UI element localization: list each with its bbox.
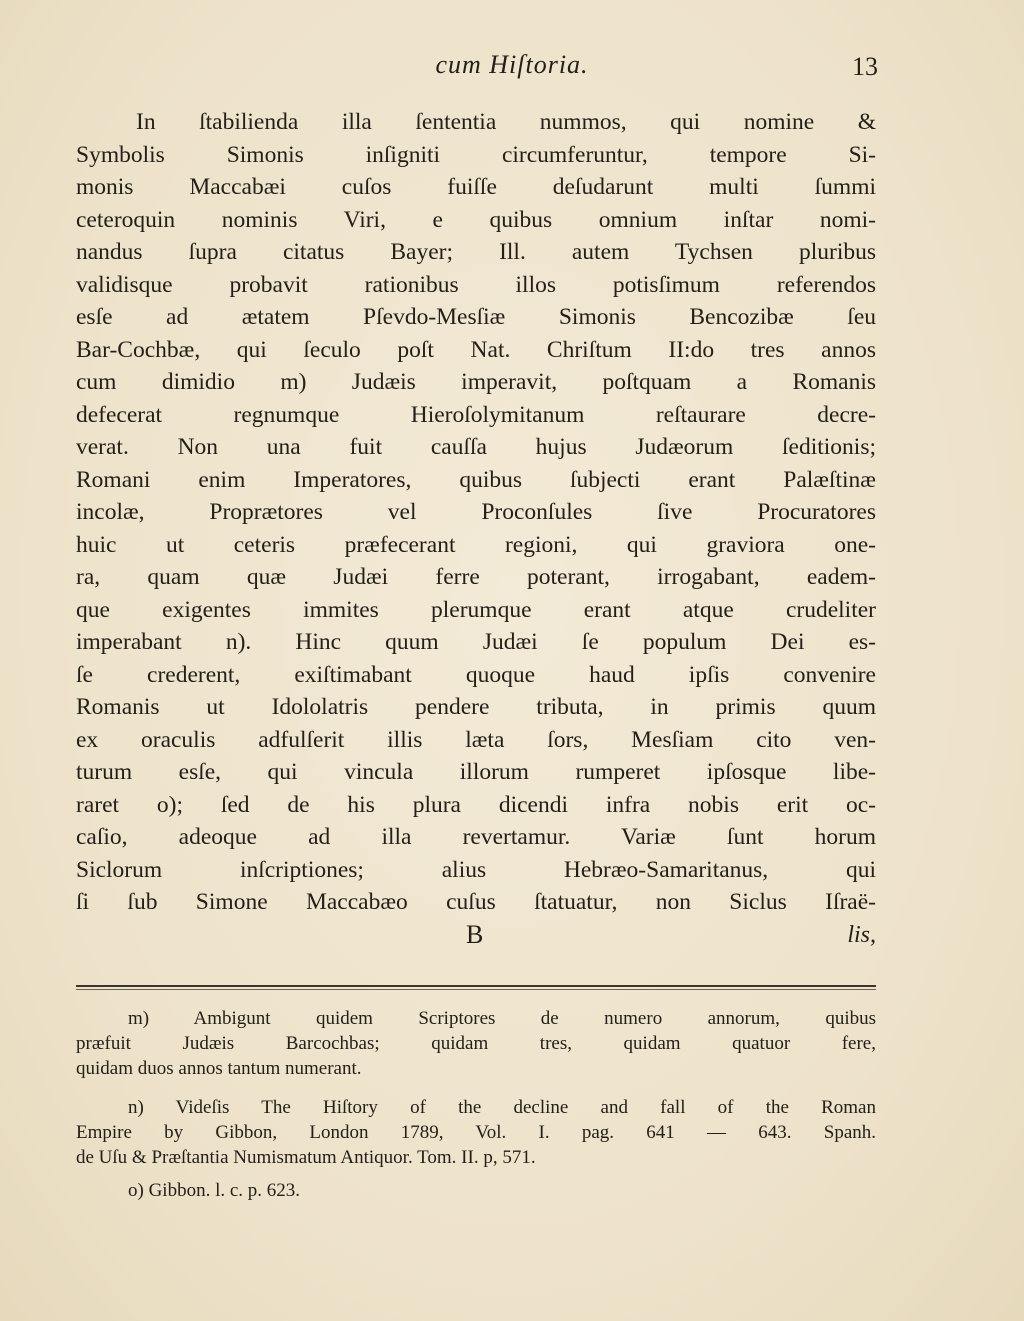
text-line: monis Maccabæi cuſos fuiſſe deſudarunt multi ſummi xyxy=(76,174,876,200)
footnote-m-line: quidam duos annos tantum numerant. xyxy=(76,1058,362,1079)
footnote-m-line: m) Ambigunt quidem Scriptores de numero annorum, quibus xyxy=(128,1008,876,1029)
text-line: incolæ, Proprætores vel Proconſules ſive Procuratores xyxy=(76,499,876,525)
text-line: Symbolis Simonis inſigniti circumferuntur, tempore Si- xyxy=(76,141,876,168)
running-title: cum Hiſtoria. xyxy=(435,50,589,79)
text-line: caſio, adeoque ad illa revertamur. Variæ ſunt horum xyxy=(76,824,876,850)
text-line: ra, quam quæ Judæi ferre poterant, irrogabant, eadem- xyxy=(76,564,876,590)
catchword: lis, xyxy=(847,921,876,948)
footnote-rule xyxy=(76,985,876,990)
footnotes-block xyxy=(76,1006,876,1203)
text-line: raret o); ſed de his plura dicendi infra nobis erit oc- xyxy=(76,791,876,818)
text-line: Romani enim Imperatores, quibus ſubjecti erant Palæſtinæ xyxy=(76,466,876,493)
text-line: defecerat regnumque Hieroſolymitanum reſtaurare decre- xyxy=(76,401,876,428)
text-line: ſe crederent, exiſtimabant quoque haud ipſis convenire xyxy=(76,661,876,688)
text-line: In ſtabilienda illa ſententia nummos, qui nomine & xyxy=(136,109,876,135)
text-line: ſi ſub Simone Maccabæo cuſus ſtatuatur, non Siclus Iſraë- xyxy=(76,889,876,915)
text-line: que exigentes immites plerumque erant atque crudeliter xyxy=(76,596,876,623)
footnote-n-line: n) Videſis The Hiſtory of the decline and fall of the Roman xyxy=(128,1097,876,1118)
text-line: ceteroquin nominis Viri, e quibus omnium inſtar nomi- xyxy=(76,206,876,233)
footnote-n-line: de Uſu & Præſtantia Numismatum Antiquor. Tom. II. p, 571. xyxy=(76,1147,536,1168)
text-line: Siclorum inſcriptiones; alius Hebræo-Samaritanus, qui xyxy=(76,856,876,883)
text-line: ex oraculis adfulſerit illis læta ſors, Mesſiam cito ven- xyxy=(76,726,876,753)
text-line: Bar-Cochbæ, qui ſeculo poſt Nat. Chriſtum II:do tres annos xyxy=(76,336,876,363)
page-number: 13 xyxy=(852,52,878,81)
text-line: nandus ſupra citatus Bayer; Ill. autem Tychsen pluribus xyxy=(76,239,876,265)
text-line: turum esſe, qui vincula illorum rumperet ipſosque libe- xyxy=(76,759,876,785)
text-line: validisque probavit rationibus illos potisſimum referendos xyxy=(76,271,876,298)
text-line: Romanis ut Idololatris pendere tributa, in primis quum xyxy=(76,694,876,720)
footnote-o-line: o) Gibbon. l. c. p. 623. xyxy=(128,1180,301,1201)
gathering-signature: B xyxy=(466,919,484,949)
text-line: esſe ad ætatem Pſevdo-Mesſiæ Simonis Bencozibæ ſeu xyxy=(76,304,876,330)
main-text-block xyxy=(76,106,876,951)
text-line: huic ut ceteris præfecerant regioni, qui graviora one- xyxy=(76,531,876,558)
running-head xyxy=(0,50,1024,90)
signature-line xyxy=(76,919,876,952)
text-line: cum dimidio m) Judæis imperavit, poſtquam a Romanis xyxy=(76,369,876,395)
footnote-n-line: Empire by Gibbon, London 1789, Vol. I. pag. 641 — 643. Spanh. xyxy=(76,1122,876,1143)
text-line: imperabant n). Hinc quum Judæi ſe populum Dei es- xyxy=(76,629,876,655)
footnote-m-line: præfuit Judæis Barcochbas; quidam tres, quidam quatuor fere, xyxy=(76,1033,876,1054)
text-line: verat. Non una fuit cauſſa hujus Judæorum ſeditionis; xyxy=(76,434,876,460)
